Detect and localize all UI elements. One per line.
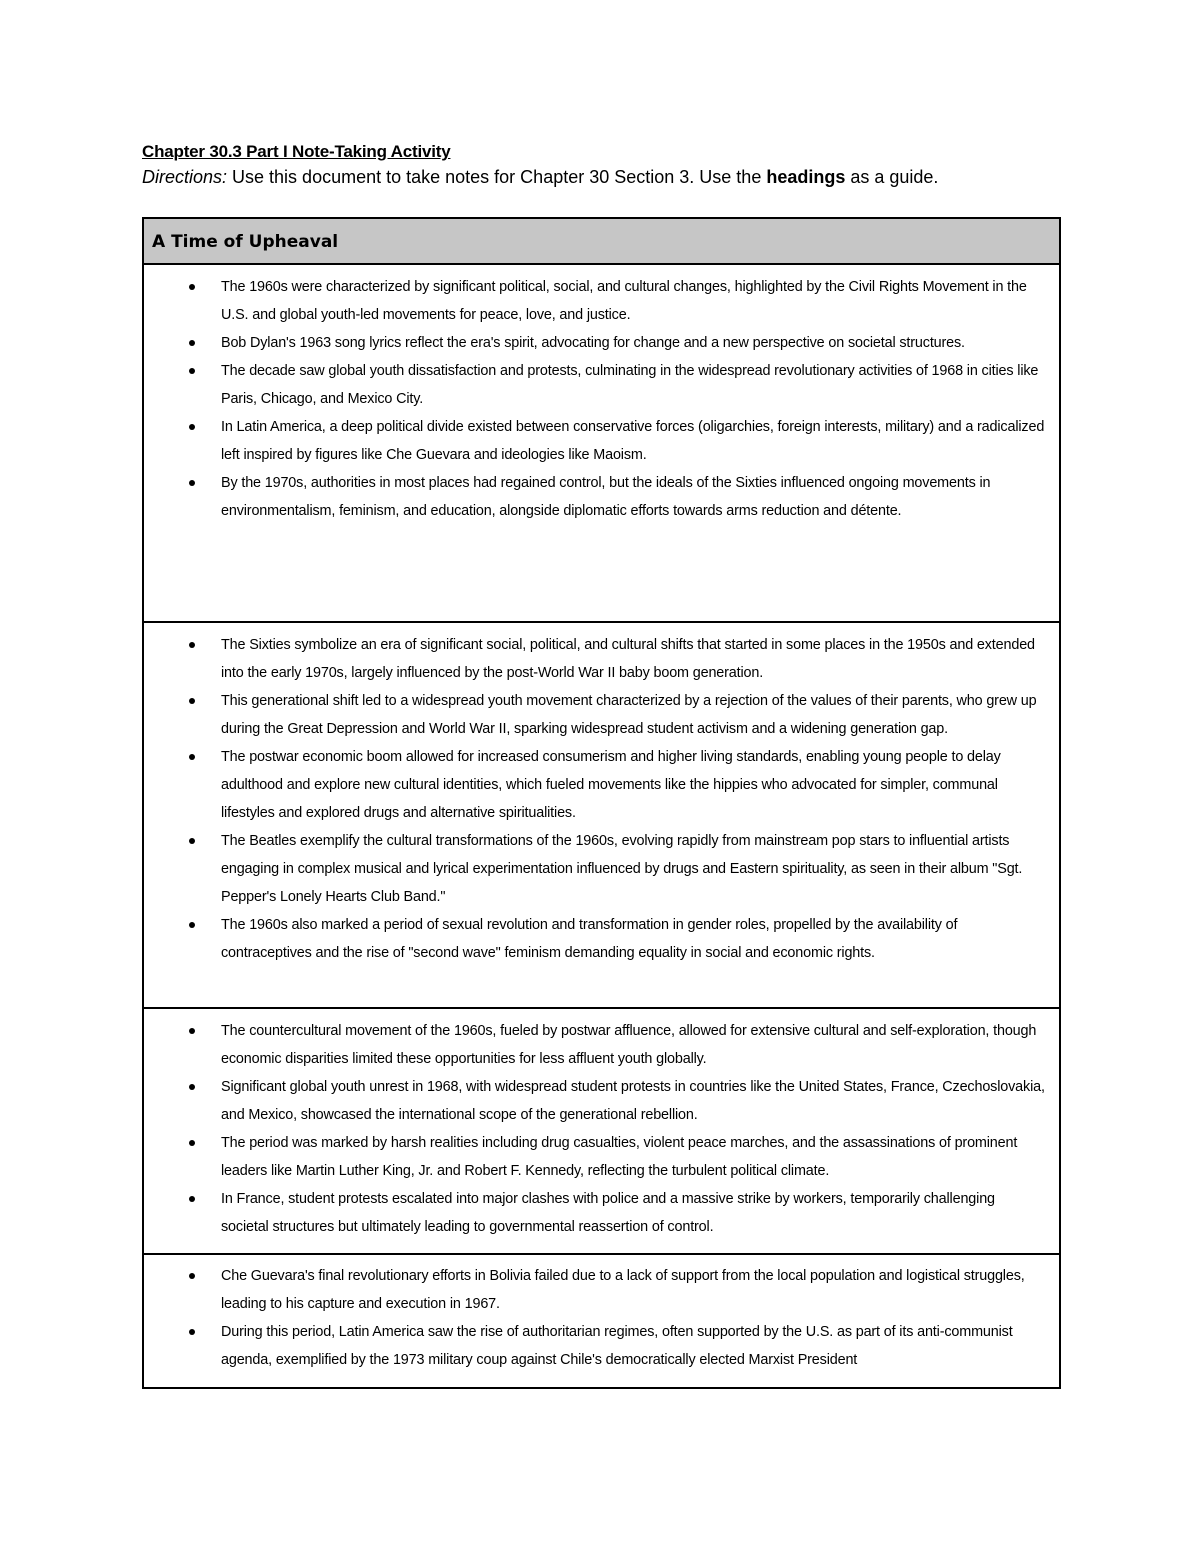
bullet-dot-icon — [189, 838, 195, 844]
bullet-dot-icon — [189, 340, 195, 346]
bullet-list — [144, 1017, 1059, 1241]
bullet-dot-icon — [189, 1273, 195, 1279]
bullet-text: The 1960s also marked a period of sexual revolution and transformation in gender roles, propelled by the availability of contraceptives and the rise of "second wave" feminism demanding equality in social and economic rights. — [221, 917, 958, 961]
bullet-item — [144, 631, 1045, 687]
bullet-list — [144, 1262, 1059, 1374]
bullet-item — [144, 687, 1045, 743]
directions-label: Directions: — [142, 167, 228, 187]
bullet-dot-icon — [189, 480, 195, 486]
bullet-item — [144, 357, 1045, 413]
bullet-text: The postwar economic boom allowed for increased consumerism and higher living standards, enabling young people to delay adulthood and explore new cultural identities, which fueled movements like the hippies who advocated for simpler, communal lifestyles and explored drugs and alternative spiritualities. — [221, 749, 1001, 821]
bullet-list — [144, 631, 1059, 967]
bullet-text: The Sixties symbolize an era of significant social, political, and cultural shifts that started in some places in the 1950s and extended into the early 1970s, largely influenced by the post-World War II baby boom generation. — [221, 637, 1035, 681]
document-header — [142, 140, 1062, 190]
bullet-item — [144, 413, 1045, 469]
bullet-text: Che Guevara's final revolutionary efforts in Bolivia failed due to a lack of support from the local population and logistical struggles, leading to his capture and execution in 1967. — [221, 1268, 1025, 1312]
bullet-text: Significant global youth unrest in 1968, with widespread student protests in countries like the United States, France, Czechoslovakia, and Mexico, showcased the international scope of the generational rebellion. — [221, 1079, 1045, 1123]
bullet-dot-icon — [189, 1084, 195, 1090]
document-title: Chapter 30.3 Part I Note-Taking Activity — [142, 142, 451, 161]
bullet-dot-icon — [189, 1329, 195, 1335]
bullet-text: In France, student protests escalated into major clashes with police and a massive strike by workers, temporarily challenging societal structures but ultimately leading to governmental reassertion of control. — [221, 1191, 995, 1235]
notes-section-1 — [144, 265, 1059, 623]
bullet-item — [144, 743, 1045, 827]
bullet-text: The decade saw global youth dissatisfaction and protests, culminating in the widespread revolutionary activities of 1968 in cities like Paris, Chicago, and Mexico City. — [221, 363, 1039, 407]
bullet-text: The Beatles exemplify the cultural transformations of the 1960s, evolving rapidly from mainstream pop stars to influential artists engaging in complex musical and lyrical experimentation influenced by drugs and Eastern spirituality, as seen in their album "Sgt. Pepper's Lonely Hearts Club Band." — [221, 833, 1023, 905]
bullet-text: The period was marked by harsh realities including drug casualties, violent peace marches, and the assassinations of prominent leaders like Martin Luther King, Jr. and Robert F. Kennedy, reflecting the turbulent political climate. — [221, 1135, 1018, 1179]
bullet-text: The 1960s were characterized by significant political, social, and cultural changes, highlighted by the Civil Rights Movement in the U.S. and global youth-led movements for peace, love, and justice. — [221, 279, 1027, 323]
bullet-item — [144, 911, 1045, 967]
bullet-dot-icon — [189, 698, 195, 704]
bullet-dot-icon — [189, 754, 195, 760]
directions-body-2: as a guide. — [845, 167, 939, 187]
directions-body-1: Use this document to take notes for Chapter 30 Section 3. Use the — [227, 167, 767, 187]
bullet-text: In Latin America, a deep political divide existed between conservative forces (oligarchies, foreign interests, military) and a radicalized left inspired by figures like Che Guevara and ideologies like Maoism. — [221, 419, 1045, 463]
directions-text — [142, 164, 1062, 190]
bullet-item — [144, 1073, 1045, 1129]
bullet-text: During this period, Latin America saw the rise of authoritarian regimes, often supported by the U.S. as part of its anti-communist agenda, exemplified by the 1973 military coup against Chile's democratically elected Marxist President — [221, 1324, 1013, 1368]
bullet-dot-icon — [189, 1028, 195, 1034]
bullet-item — [144, 329, 1045, 357]
notes-table — [142, 217, 1061, 1389]
bullet-item — [144, 827, 1045, 911]
notes-section-2 — [144, 623, 1059, 1009]
bullet-dot-icon — [189, 424, 195, 430]
bullet-dot-icon — [189, 642, 195, 648]
bullet-item — [144, 469, 1045, 525]
bullet-dot-icon — [189, 284, 195, 290]
notes-section-3 — [144, 1009, 1059, 1255]
bullet-dot-icon — [189, 922, 195, 928]
bullet-text: Bob Dylan's 1963 song lyrics reflect the era's spirit, advocating for change and a new perspective on societal structures. — [221, 335, 965, 351]
bullet-item — [144, 1185, 1045, 1241]
bullet-item — [144, 273, 1045, 329]
directions-bold-keyword: headings — [766, 167, 846, 187]
bullet-item — [144, 1318, 1045, 1374]
bullet-item — [144, 1262, 1045, 1318]
bullet-list — [144, 273, 1059, 525]
bullet-item — [144, 1129, 1045, 1185]
bullet-dot-icon — [189, 368, 195, 374]
bullet-item — [144, 1017, 1045, 1073]
table-heading: A Time of Upheaval — [144, 219, 1059, 265]
bullet-text: The countercultural movement of the 1960s, fueled by postwar affluence, allowed for extensive cultural and self-exploration, though economic disparities limited these opportunities for less affluent youth globally. — [221, 1023, 1037, 1067]
bullet-text: By the 1970s, authorities in most places had regained control, but the ideals of the Sixties influenced ongoing movements in environmentalism, feminism, and education, alongside diplomatic efforts towards arms reduction and détente. — [221, 475, 991, 519]
bullet-text: This generational shift led to a widespread youth movement characterized by a rejection of the values of their parents, who grew up during the Great Depression and World War II, sparking widespread student activism and a widening generation gap. — [221, 693, 1037, 737]
bullet-dot-icon — [189, 1196, 195, 1202]
notes-section-4 — [144, 1255, 1059, 1387]
bullet-dot-icon — [189, 1140, 195, 1146]
